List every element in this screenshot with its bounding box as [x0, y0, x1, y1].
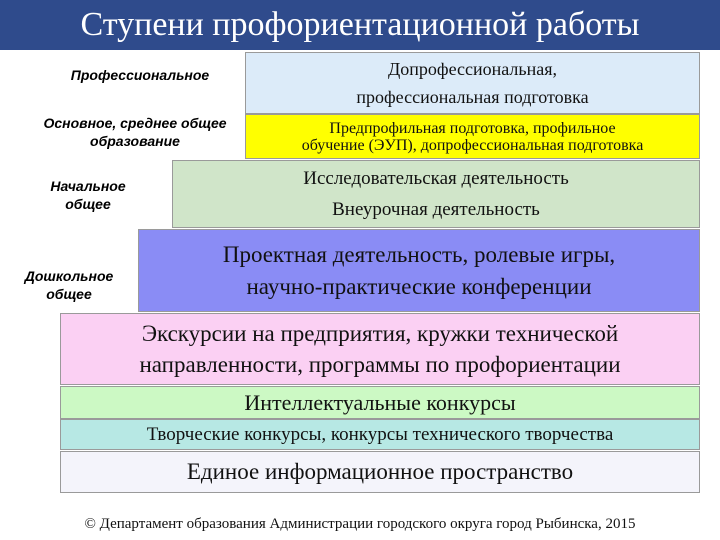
step-project-activity: Проектная деятельность, ролевые игры, научно-практические конференции — [138, 229, 700, 312]
level-label-preschool: Дошкольное общее — [24, 268, 114, 302]
step-unified-information-space: Единое информационное пространство — [60, 451, 700, 493]
level-label-primary: Начальное общее — [50, 178, 126, 212]
step-intellectual-contests: Интеллектуальные конкурсы — [60, 386, 700, 419]
step-pre-professional-training: Допрофессиональная, профессиональная подготовка — [245, 52, 700, 114]
step-pre-profile-training: Предпрофильная подготовка, профильное обучение (ЭУП), допрофессиональная подготовка — [245, 114, 700, 159]
step-research-activity: Исследовательская деятельность Внеурочная деятельность — [172, 160, 700, 228]
step-excursions: Экскурсии на предприятия, кружки технической направленности, программы по профориентации — [60, 313, 700, 385]
page-title: Ступени профориентационной работы — [0, 0, 720, 50]
level-label-professional: Профессиональное — [70, 67, 210, 83]
footer-copyright: © Департамент образования Администрации городского округа город Рыбинска, 2015 — [84, 516, 636, 532]
step-creative-contests: Творческие конкурсы, конкурсы технического творчества — [60, 419, 700, 450]
level-label-basic-secondary: Основное, среднее общее образование — [43, 115, 227, 149]
